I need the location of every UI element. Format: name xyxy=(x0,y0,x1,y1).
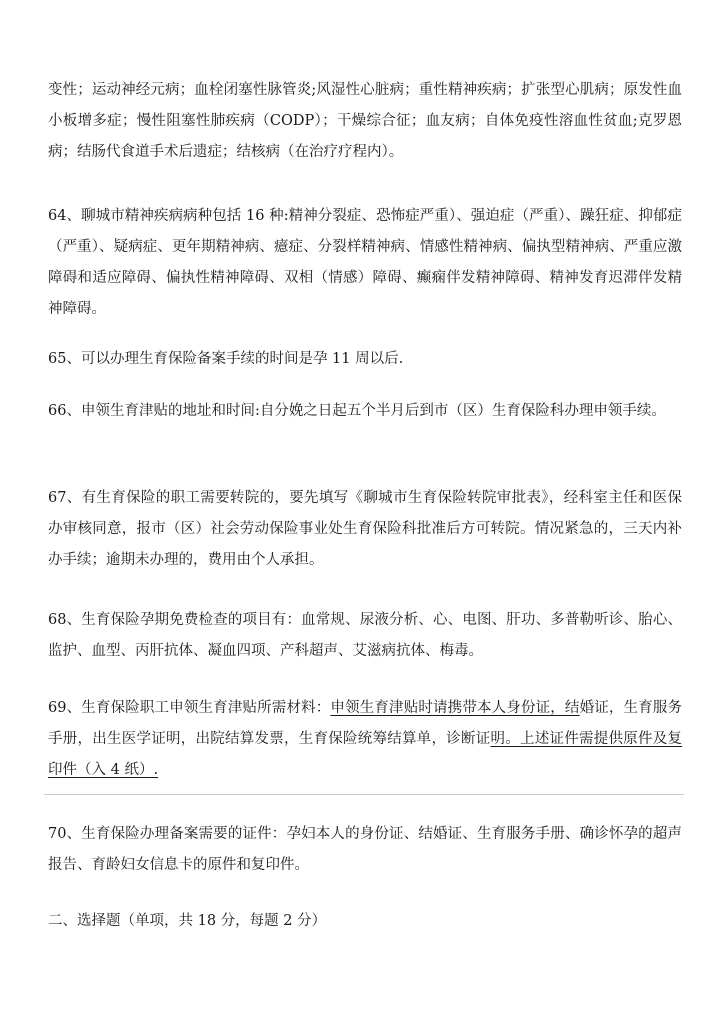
paragraph-67: 67、有生育保险的职工需要转院的，要先填写《聊城市生育保险转院审批表》，经科室主任和医保办审核同意，报市（区）社会劳动保险事业处生育保险科批准后方可转院。情况紧急的，三天内补办手续；逾期未办理的，费用由个人承担。 xyxy=(48,490,682,568)
paragraph-68: 68、生育保险孕期免费检查的项目有：血常规、尿液分析、心、电图、肝功、多普勒听诊、胎心、监护、血型、丙肝抗体、凝血四项、产科超声、艾滋病抗体、梅毒。 xyxy=(48,612,682,659)
paragraph-69-intro: 69、生育保险职工申领生育津贴所需材料： xyxy=(48,700,331,716)
section-heading-choice-questions: 二、选择题（单项，共 18 分，每题 2 分） xyxy=(48,913,327,929)
underlined-copies-note: 明。上述证件需提供原件及复印件（入 4 纸）. xyxy=(48,731,682,778)
page-divider xyxy=(44,794,684,795)
underlined-required-documents: 申领生育津贴时请携带本人身份证，结 xyxy=(330,700,580,716)
paragraph-70: 70、生育保险办理备案需要的证件：孕妇本人的身份证、结婚证、生育服务手册、确诊怀孕的超声报告、育龄妇女信息卡的原件和复印件。 xyxy=(48,826,682,873)
paragraph-69 xyxy=(48,693,682,786)
paragraph-65: 65、可以办理生育保险备案手续的时间是孕 11 周以后. xyxy=(48,351,404,367)
paragraph-63-continued: 变性；运动神经元病；血栓闭塞性脉管炎;风湿性心脏病；重性精神疾病；扩张型心肌病；原发性血小板增多症；慢性阻塞性肺疾病（CODP）；干燥综合征；血友病；自体免疫性溶血性贫血;克罗恩病；结肠代食道手术后遗症；结核病（在治疗疗程内）。 xyxy=(48,82,682,160)
paragraph-66: 66、申领生育津贴的地址和时间:自分娩之日起五个半月后到市（区）生育保险科办理申领手续。 xyxy=(48,403,666,419)
paragraph-69-documents: 婚证，生育服务手册，出生医学证明，出院结算发票，生育保险统筹结算单，诊断证 xyxy=(48,700,683,747)
paragraph-64: 64、聊城市精神疾病病种包括 16 种:精神分裂症、恐怖症严重）、强迫症（严重）、躁狂症、抑郁症（严重）、疑病症、更年期精神病、癔症、分裂样精神病、情感性精神病、偏执型精神病、严重应激障碍和适应障碍、偏执性精神障碍、双相（情感）障碍、癫痫伴发精神障碍、精神发育迟滞伴发精神障碍。 xyxy=(48,208,682,317)
